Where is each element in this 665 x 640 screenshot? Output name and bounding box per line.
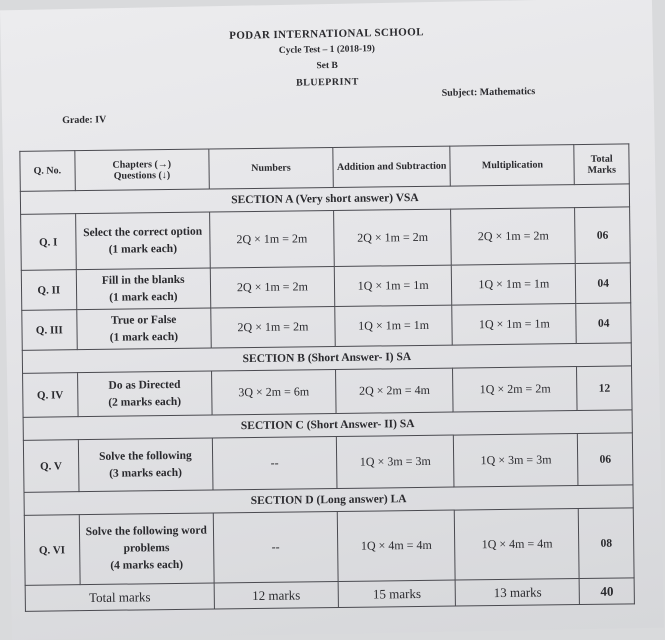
section-d-heading: SECTION D (Long answer) LA xyxy=(24,485,633,515)
total-header: Total Marks xyxy=(574,144,629,185)
chapters-header xyxy=(74,149,209,191)
numbers-cell: 2Q × 1m = 2m xyxy=(210,211,335,269)
subject-label: Subject: Mathematics xyxy=(441,86,536,99)
numbers-cell: 2Q × 1m = 2m xyxy=(211,307,335,349)
numbers-cell: -- xyxy=(213,511,338,583)
numbers-cell: 2Q × 1m = 2m xyxy=(210,267,334,309)
numbers-header: Numbers xyxy=(209,148,333,190)
addition-cell: 2Q × 1m = 2m xyxy=(333,209,451,266)
numbers-total: 12 marks xyxy=(214,581,338,609)
blueprint-table xyxy=(19,143,635,611)
total-marks-label: Total marks xyxy=(25,583,214,611)
addition-header: Addition and Subtraction xyxy=(333,146,451,187)
addition-cell: 1Q × 1m = 1m xyxy=(334,265,452,306)
multiplication-cell: 1Q × 1m = 1m xyxy=(452,304,576,346)
question-number: Q. IV xyxy=(23,373,78,418)
total-marks-cell: 04 xyxy=(576,303,631,344)
cycle-test-title: Cycle Test – 1 (2018-19) xyxy=(278,44,375,56)
total-marks-cell: 06 xyxy=(575,207,630,264)
numbers-cell: -- xyxy=(212,436,337,490)
addition-cell: 1Q × 3m = 3m xyxy=(336,435,454,488)
addition-cell: 1Q × 4m = 4m xyxy=(337,510,455,581)
section-b-heading: SECTION B (Short Answer- I) SA xyxy=(22,343,631,373)
total-marks-cell: 04 xyxy=(576,263,631,304)
total-marks-cell: 06 xyxy=(578,433,633,486)
question-type: Select the correct option (1 mark each) xyxy=(75,212,210,270)
section-c-heading: SECTION C (Short Answer- II) SA xyxy=(23,410,632,440)
addition-total: 15 marks xyxy=(338,580,456,607)
total-marks-cell: 12 xyxy=(577,366,632,411)
document-type: BLUEPRINT xyxy=(295,76,359,89)
table-row xyxy=(24,508,634,585)
qno-header: Q. No. xyxy=(20,151,75,192)
question-number: Q. II xyxy=(21,270,76,311)
section-a-heading: SECTION A (Very short answer) VSA xyxy=(20,184,629,214)
multiplication-cell: 2Q × 1m = 2m xyxy=(451,208,576,266)
multiplication-cell: 1Q × 2m = 2m xyxy=(453,367,577,413)
numbers-cell: 3Q × 2m = 6m xyxy=(212,370,336,416)
multiplication-total: 13 marks xyxy=(456,579,580,607)
question-type: Do as Directed (2 marks each) xyxy=(77,371,212,417)
school-name: PODAR INTERNATIONAL SCHOOL xyxy=(229,26,425,42)
question-number: Q. III xyxy=(22,310,77,351)
multiplication-cell: 1Q × 1m = 1m xyxy=(452,264,576,306)
set-label: Set B xyxy=(316,60,338,72)
questions-label: Questions (↓) xyxy=(113,169,171,182)
table-row xyxy=(21,207,631,270)
question-type: Solve the following (3 marks each) xyxy=(78,438,213,492)
addition-cell: 1Q × 1m = 1m xyxy=(335,305,453,346)
question-type: True or False (1 mark each) xyxy=(76,308,211,350)
table-row xyxy=(23,366,632,417)
question-number: Q. I xyxy=(21,214,76,271)
multiplication-cell: 1Q × 3m = 3m xyxy=(454,434,579,488)
multiplication-header: Multiplication xyxy=(450,145,574,187)
grand-total: 40 xyxy=(579,578,634,605)
chapters-label: Chapters (→) xyxy=(112,158,172,171)
total-marks-cell: 08 xyxy=(579,508,634,579)
question-number: Q. V xyxy=(23,440,78,493)
addition-cell: 2Q × 2m = 4m xyxy=(335,368,453,413)
grade-label: Grade: IV xyxy=(62,114,107,127)
question-number: Q. VI xyxy=(24,515,79,586)
question-type: Fill in the blanks (1 mark each) xyxy=(76,268,211,310)
table-row xyxy=(23,433,633,492)
multiplication-cell: 1Q × 4m = 4m xyxy=(455,509,580,581)
question-type: Solve the following word problems (4 marks each) xyxy=(79,513,214,585)
